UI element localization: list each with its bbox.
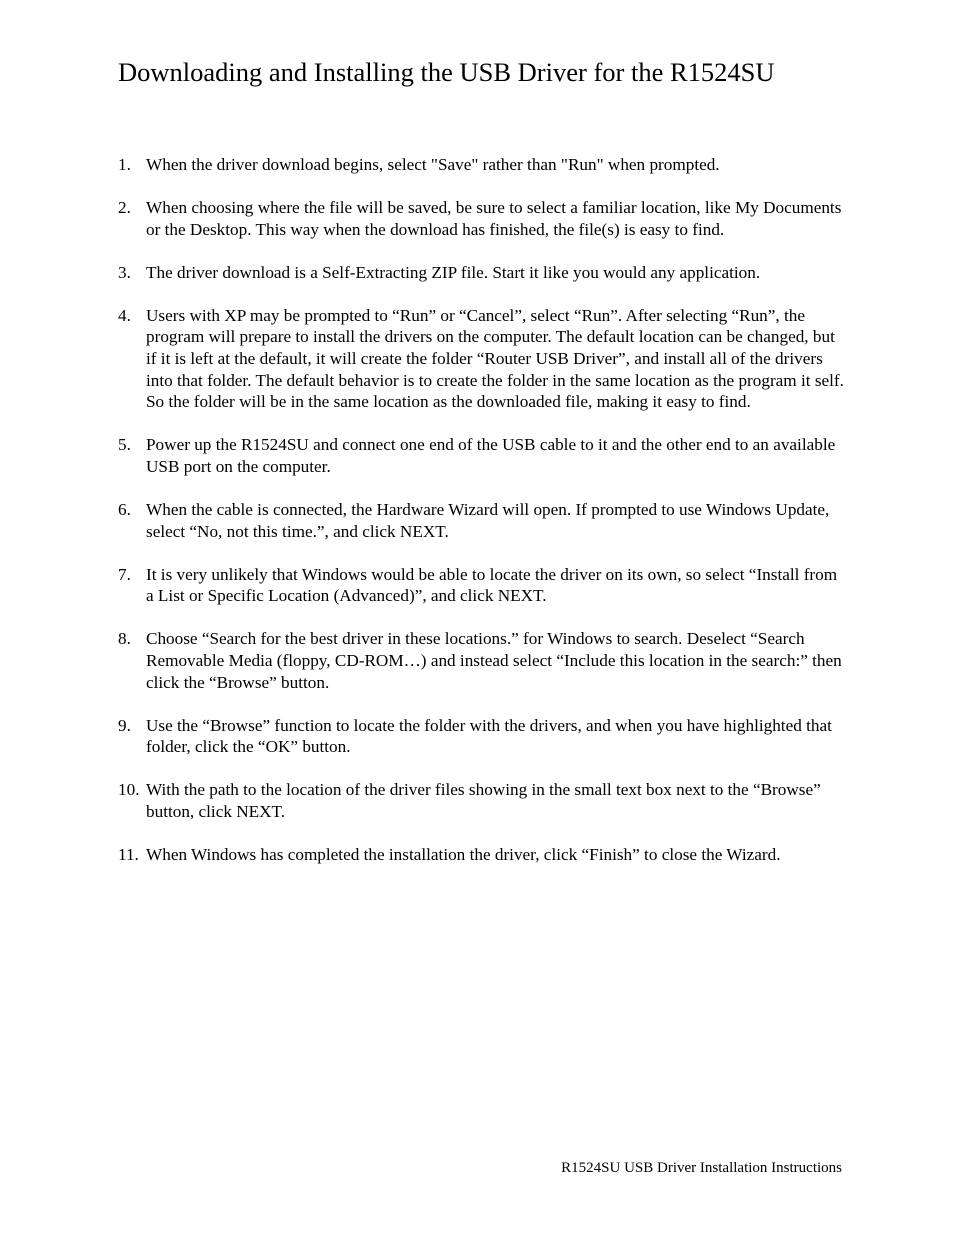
step-text: Choose “Search for the best driver in these locations.” for Windows to search. Deselect “Search Removable Media (floppy, CD-ROM…) and instead select “Include this location in the search:” then click the “Browse” button.: [146, 629, 842, 692]
list-item-step-7: [0, 564, 846, 607]
list-item-step-1: [0, 154, 846, 176]
step-text: It is very unlikely that Windows would be able to locate the driver on its own, so select “Install from a List or Specific Location (Advanced)”, and click NEXT.: [146, 564, 838, 606]
step-number: 11.: [118, 845, 139, 865]
step-text: When the driver download begins, select "Save" rather than "Run" when prompted.: [146, 155, 720, 174]
list-item-step-4: [0, 305, 846, 413]
instruction-list: [0, 154, 954, 887]
step-text: Use the “Browse” function to locate the folder with the drivers, and when you have highlighted that folder, click the “OK” button.: [146, 715, 832, 757]
step-number: 7.: [118, 564, 131, 584]
list-item-step-3: [0, 262, 846, 284]
step-number: 6.: [118, 500, 131, 520]
step-text: With the path to the location of the driver files showing in the small text box next to the “Browse” button, click NEXT.: [146, 780, 821, 821]
step-number: 8.: [118, 629, 131, 649]
list-item-step-6: [0, 499, 846, 542]
list-item-step-9: [0, 715, 846, 758]
list-item-step-11: [0, 844, 846, 866]
step-number: 4.: [118, 305, 131, 325]
step-text: Users with XP may be prompted to “Run” or “Cancel”, select “Run”. After selecting “Run”, the program will prepare to install the drivers on the computer. The default location can be changed, but if it is left at the default, it will create the folder “Router USB Driver”, and install all of the drivers into that folder. The default behavior is to create the folder in the same location as the program it self. So the folder will be in the same location as the downloaded file, making it easy to find.: [146, 305, 844, 412]
step-text: Power up the R1524SU and connect one end of the USB cable to it and the other end to an available USB port on the computer.: [146, 435, 836, 476]
step-number: 3.: [118, 262, 131, 282]
step-number: 10.: [118, 780, 140, 800]
list-item-step-8: [0, 628, 846, 693]
list-item-step-5: [0, 434, 846, 477]
step-text: When the cable is connected, the Hardware Wizard will open. If prompted to use Windows Update, select “No, not this time.”, and click NEXT.: [146, 500, 830, 541]
step-number: 1.: [118, 155, 131, 174]
list-item-step-10: [0, 779, 846, 822]
step-number: 2.: [118, 198, 131, 218]
step-number: 9.: [118, 715, 131, 735]
list-item-step-2: [0, 197, 846, 240]
step-number: 5.: [118, 435, 131, 455]
page-footer: R1524SU USB Driver Installation Instructions: [561, 1160, 842, 1176]
step-text: When Windows has completed the installation the driver, click “Finish” to close the Wizard.: [146, 845, 781, 865]
page-title: Downloading and Installing the USB Driver for the R1524SU: [118, 57, 775, 87]
step-text: When choosing where the file will be saved, be sure to select a familiar location, like My Documents or the Desktop. This way when the download has finished, the file(s) is easy to find.: [146, 198, 842, 239]
step-text: The driver download is a Self-Extracting ZIP file. Start it like you would any application.: [146, 262, 761, 282]
